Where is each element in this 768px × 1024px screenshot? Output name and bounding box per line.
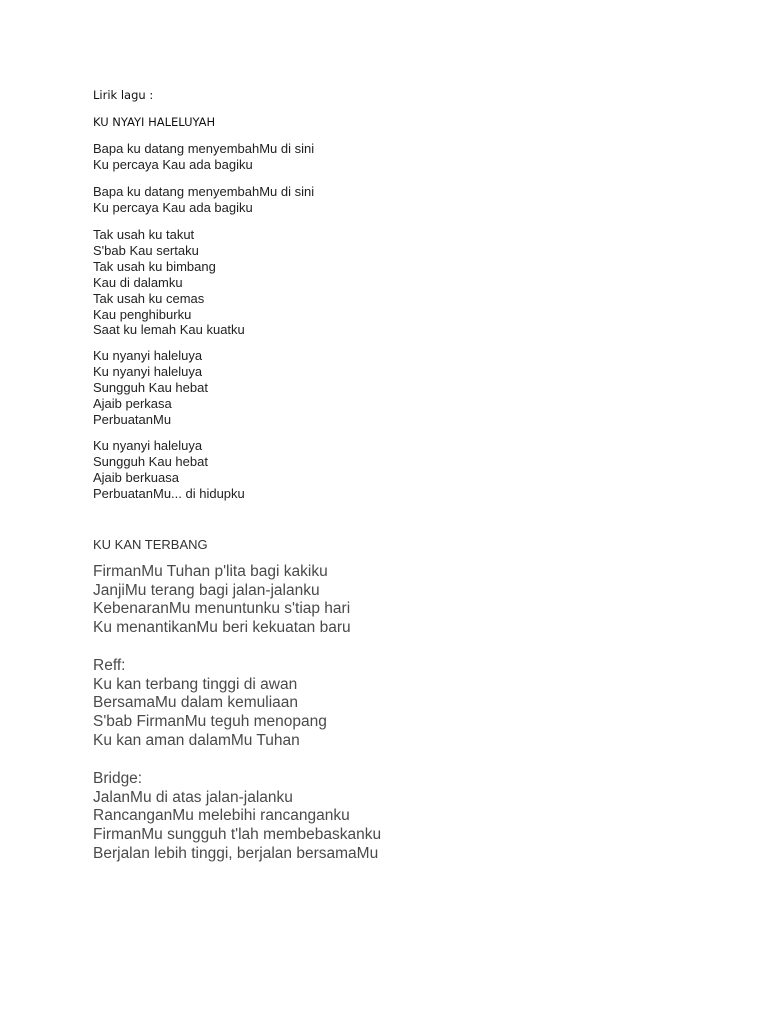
lyric-line: Kau di dalamku <box>93 274 183 290</box>
lyric-line: Sungguh Kau hebat <box>93 379 208 395</box>
song2-bridge <box>93 770 381 864</box>
song1-title: KU NYAYI HALELUYAH <box>93 115 216 129</box>
lyric-line: Sungguh Kau hebat <box>93 453 208 469</box>
lyric-line: Ku menantikanMu beri kekuatan baru <box>93 619 351 637</box>
lyric-line: Tak usah ku cemas <box>93 290 205 306</box>
song1-stanza-2 <box>93 184 314 216</box>
song1-stanza-5 <box>93 438 245 502</box>
lyric-line: Kau penghiburku <box>93 306 192 322</box>
lyric-line: Ku percaya Kau ada bagiku <box>93 199 253 215</box>
song1-stanza-3 <box>93 227 245 338</box>
lyric-line: Ku nyanyi haleluya <box>93 363 203 379</box>
section-label: Bridge: <box>93 770 143 787</box>
lyric-line: Berjalan lebih tinggi, berjalan bersamaMu <box>93 844 379 862</box>
lyrics-label: Lirik lagu : <box>93 88 154 102</box>
section-label: Reff: <box>93 657 126 674</box>
song1-stanza-1 <box>93 141 314 173</box>
lyric-line: FirmanMu sungguh t'lah membebaskanku <box>93 826 382 844</box>
lyric-line: FirmanMu Tuhan p'lita bagi kakiku <box>93 563 328 580</box>
lyric-line: Ku nyanyi haleluya <box>93 438 203 453</box>
song2-verse <box>93 563 351 638</box>
lyric-line: Tak usah ku takut <box>93 227 195 242</box>
lyric-line: PerbuatanMu... di hidupku <box>93 485 245 501</box>
lyric-line: PerbuatanMu <box>93 411 172 427</box>
lyric-line: BersamaMu dalam kemuliaan <box>93 694 299 712</box>
lyric-line: Ku kan aman dalamMu Tuhan <box>93 731 300 749</box>
lyric-line: Bapa ku datang menyembahMu di sini <box>93 141 315 156</box>
lyric-line: Saat ku lemah Kau kuatku <box>93 322 245 338</box>
lyric-line: Ku percaya Kau ada bagiku <box>93 156 253 172</box>
lyric-line: Ajaib berkuasa <box>93 469 179 485</box>
song1-stanza-4 <box>93 348 208 428</box>
lyric-line: Tak usah ku bimbang <box>93 258 216 274</box>
lyric-line: JalanMu di atas jalan-jalanku <box>93 788 293 806</box>
song2-reff <box>93 657 327 751</box>
lyric-line: KebenaranMu menuntunku s'tiap hari <box>93 600 351 618</box>
lyric-line: Bapa ku datang menyembahMu di sini <box>93 184 315 199</box>
lyric-line: Ajaib perkasa <box>93 395 172 411</box>
lyric-line: Ku nyanyi haleluya <box>93 348 203 363</box>
lyric-line: RancanganMu melebihi rancanganku <box>93 807 350 825</box>
lyric-line: S'bab Kau sertaku <box>93 242 199 258</box>
lyric-line: S'bab FirmanMu teguh menopang <box>93 713 327 731</box>
lyric-line: Ku kan terbang tinggi di awan <box>93 675 298 693</box>
song2-title: KU KAN TERBANG <box>93 537 208 552</box>
lyric-line: JanjiMu terang bagi jalan-jalanku <box>93 581 320 599</box>
